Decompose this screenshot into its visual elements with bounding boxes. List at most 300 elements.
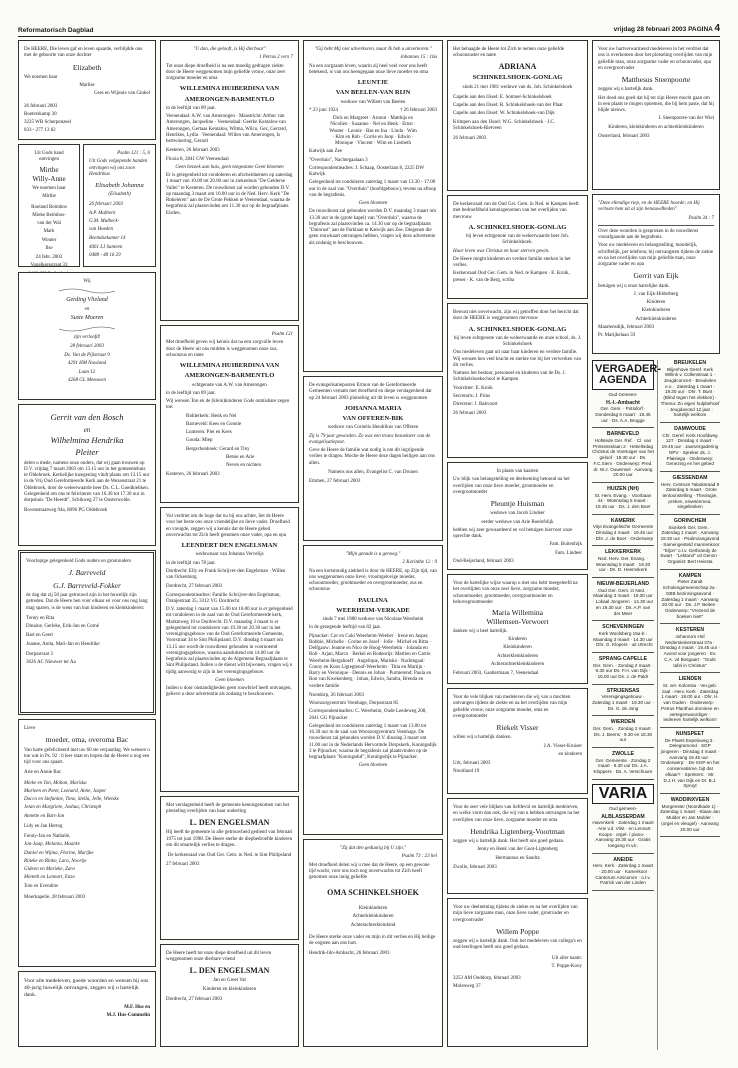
family-line: Bergschenhoek: Gerard en Tiny — [186, 446, 250, 452]
deceased-name: Willemsen-Verwoert — [486, 617, 549, 627]
agenda-city: GORINCHEM — [673, 518, 707, 525]
signature: Hermannus en Sandra — [495, 855, 540, 861]
anniversary-ad — [18, 550, 156, 715]
ornament-icon — [57, 325, 117, 333]
divider — [592, 684, 654, 685]
parents: A.P. Mulbeck — [89, 210, 116, 216]
bible-quote: "Gij hebt Mij niet uitverkoren, maar Ik heb u uitverkoren." — [314, 47, 432, 52]
agenda-city: WIERDEN — [610, 719, 636, 726]
divider — [592, 890, 654, 891]
family-line: Achterkleinkinderen — [496, 653, 539, 659]
ad-date: 27 februari 2003 — [166, 862, 200, 868]
ad-body: danken wij u heel hartelijk. — [453, 628, 508, 634]
agenda-city: NUNSPEET — [675, 731, 705, 738]
age-line: in de leeftijd van 89 jaar. — [166, 105, 216, 111]
agenda-city: KAMPEN — [678, 572, 702, 579]
family-line: Ridderkerk: Henk en Nel — [186, 413, 237, 419]
address: Fluxia 8, 2841 GW Veenendaal — [166, 156, 229, 162]
obituary-van-beelen — [303, 40, 443, 372]
family-line: Betsie en Arie — [226, 454, 255, 460]
agenda-city: LIENDEN — [678, 676, 702, 683]
ad-date: 26 februari 2003 — [24, 103, 58, 109]
bible-reference: Psalm 121 : 5, 6 — [117, 151, 150, 156]
signature: J.A. Visser-Kruiser — [543, 743, 582, 749]
divider — [592, 715, 654, 716]
signature: M.J. Hus-Commelin — [106, 1013, 150, 1019]
agenda-right-column — [657, 360, 720, 1050]
phone: 033 - 277 13 82 — [24, 128, 56, 134]
address: 3626 AC Nieuwer ter Aa — [26, 660, 76, 665]
ad-date: Februari 2003, Gaaltermaan 7, Veenendaal — [453, 671, 539, 676]
ad-body: Er is gelegenheid tot condoleren en afscheidnemen op zaterdag 1 maart van 10.00 tot 20.00 uur in ziekenhuis "De Gelderse Vallei" te Kesteren. De rouwdienst zal worden gehouden D.V. op maandag 3 maart om 10.00 uur in de Ned. Herv. Kerk "De Rokeleren" aan de De Grote Pekken te Veenendaal, waarna de begrafenis zal plaatsvinden om 11.30 uur op de begraafplaats Eisden. — [166, 173, 293, 216]
ad-intro: Met droefheid geven wij kennis dat na een zorgvolle leven door de Heere uit ons midden is weggenomen onze zus, schoonzus en tante — [166, 340, 284, 358]
family-line: Mieke en Ton, Mohan, Mariska — [24, 780, 87, 786]
deceased-name: WILLEMINA HUIBERDINA VAN — [179, 362, 280, 369]
family-line: Gouda: Miep — [186, 438, 213, 444]
page-number: 4 — [714, 23, 720, 34]
page-date: vrijdag 28 februari 2003 — [613, 26, 687, 33]
spouse-line: weduwnaar van Johanna Vervelijs — [195, 552, 264, 558]
family-line: Capelle aan den IJssel: R. Schinkelshoek-van der Plaat — [453, 103, 563, 109]
birth-ad-elizabeth — [18, 40, 156, 140]
agenda-details: Verenigingsgebouw · Zaterdag 1 maart · 19.30 uur · Ds. G. de Jong — [592, 694, 654, 711]
deceased-name: A. SCHINKELSHOEK-GONLAG — [468, 325, 567, 333]
agenda-details: Blijenhove Geref. Kerk Willink v. Collenstraat 1 · Jeugdconcert · Breukelen e.o. · Zaterdag 1 maart · 19.30 uur · Dhr. T. Bunt · (Blind tegen het vlekken) · Thema: Zo eigen hulpbehoef · Jeugdavond 12 jaar · hartelijk welkom — [660, 366, 720, 418]
ad-date: Kesteren, 26 februari 2003 — [166, 472, 220, 478]
ad-intro: Met droefheid delen wij u mee dat de Heere, op een gewone tijd wacht, voor ons toch nog onverwachts tot Zich heeft genomen onze innig geliefde — [309, 862, 430, 880]
family-line: Kinderen — [508, 637, 527, 642]
divider — [592, 427, 654, 428]
agenda-details: Oud Ger. Gem. in Ned. · Maandag 3 maart · 19.30 uur · Lokaal Jongeren · 14.30 uur en 19.30 uur · Ds. A.P. van der Meer — [592, 587, 654, 616]
notice: Geen bloemen — [358, 763, 388, 769]
agenda-entry — [660, 426, 720, 467]
signature: Directeur: J. Bakvoort — [453, 402, 498, 407]
thanks-ad-huisman — [447, 462, 588, 570]
signature: J. van Eijk-Hilderberg — [633, 291, 679, 297]
ad-body: Voor alle medeleven, goede woorden en wensen bij ons 40-jarig huwelijk ontvangen, zeggen wij u hartelijk dank. — [24, 978, 149, 998]
deceased-name: JOHANNA MARIA — [344, 404, 402, 412]
obituary-amerongen-family — [160, 40, 299, 321]
address: Pr. Marijkelaan 59 — [598, 333, 636, 339]
agenda-details: Herv. Centrum Tabaksraad 9 · Zaterdag 5 maart · Grote tentoonstelling · Theologie, preken, erwetenmea, singeliesken — [660, 481, 720, 510]
agenda-details: Johanna's Hof Nedersteinerstraat 37a · Dinsdag 4 maart · 19.45 uur · Avond voor jongeren · Ev. C.A. vd Bosgaart · "Gods tafel in Christus" — [660, 633, 721, 668]
divider — [592, 620, 654, 621]
ad-body: Namens het bestuur, personeel en kinderen van de Ds. J. Schinkelshoekschool te Kampen — [453, 371, 566, 383]
agenda-list — [592, 400, 654, 780]
parents: Cees en Wijnnie van Ginkel — [93, 91, 150, 97]
thanks-ad-ligtenberg — [447, 798, 588, 894]
bible-reference: 2 Korinthe 12 : 9 — [402, 560, 437, 566]
ad-date: 26 februari 2003 — [89, 202, 123, 208]
varia-title: VARIA — [598, 784, 648, 802]
ad-intro: Lieve — [24, 726, 36, 731]
signature: Fam. Buitenhijk — [549, 542, 582, 548]
birth-ad-elisabeth-johanna — [83, 144, 156, 267]
signature: De kerkenraad van Oud Ger. Gem. in Ned. te Sint Philipsland — [167, 853, 292, 859]
address: Vogelkersstraat 33 — [30, 263, 68, 269]
agenda-city: GIESSENDAM — [672, 475, 708, 482]
birthday-ad — [18, 719, 156, 967]
family-line: Bart en Geert — [26, 633, 53, 639]
ad-intro: Wij — [83, 279, 91, 284]
ad-intro: Het behaagde de Heere tot Zich te nemen onze geliefde schoonzuster en tante — [453, 47, 564, 59]
agenda-details: Hofstede Ger. Ref. · Cl. van Prinsesselaan 2 · Hebeltsdag Christus de Voertuiger van het geloof · 19.30 uur · Ds. F.C.Siem · Onderwerp: Pred. dr. W.J. Ouwensel · Aanvang 20.00 uur — [592, 437, 654, 478]
ad-and: en — [83, 425, 91, 434]
signature: Jenny en Henk van der Goot-Ligtenberg — [477, 847, 558, 853]
divider — [660, 623, 720, 624]
agenda-city: H.-I.-Ambacht — [606, 399, 640, 406]
signature: Fam. Lindeer — [555, 550, 582, 556]
agenda-entry — [592, 518, 654, 542]
date-and-page — [614, 23, 720, 34]
agenda-entry — [660, 475, 720, 510]
child-name: Elisabeth Johanna — [95, 182, 144, 189]
agenda-city: DAMWOUDE — [674, 426, 706, 433]
family-line: Mieke Beimbos- — [32, 212, 66, 218]
ad-body: Wij wensen Ton en de (klein)kinderen Gods onmisbare zegen toe: — [166, 399, 290, 411]
divider — [598, 225, 714, 226]
divider — [660, 471, 720, 472]
ad-intro: De HEERE, Die leven gaf en leven spaarde, verblijdde ons met de geboorte van onze dochter — [24, 47, 143, 59]
ad-place: Katwijk aan Zee — [309, 149, 343, 155]
agenda-details: Pieter Zandt Scholengemeenschap 2a · GBB bezinningsavond · Zaterdag 1 maart · Aanvang 20.00 uur · Ds. J.P. Beiten · Onderwerp: "Vrezend de boeken niet!" — [661, 579, 719, 619]
age-line: in de gezegende leeftijd van 82 jaar. — [309, 625, 382, 631]
address: Dorpsstraat 3 — [26, 651, 53, 657]
engaged-name: Gerding Vlieland — [66, 297, 108, 304]
family-line: Tonny en Rita — [26, 615, 55, 621]
friends-notice-den-engelsman — [160, 944, 299, 1047]
bible-quote: "Deze ellendige riep, en de HEERE hoorde; en Hij verloste hem uit al zijn benauwdheden" — [598, 201, 700, 213]
deceased-name: Willem Poppe — [496, 926, 539, 936]
deceased-name: LEUNTJE — [357, 79, 389, 86]
agenda-city: HUIZEN (NH) — [607, 486, 639, 493]
agenda-left-column — [592, 360, 662, 1050]
ad-body: Gelegenheid tot condoleren zaterdag 1 maart van 13.30 - 17.00 uur in de zaal van "Overduin" (hoofdgebouw), tevens na afloop van de begrafenis. — [309, 180, 437, 198]
deceased-name: Matthesus Steenpoorte — [621, 75, 691, 84]
age-line: in de leeftijd van 78 jaar. — [166, 560, 216, 566]
agenda-details: Vrije Evangelische Gemeente · Dinsdag 4 maart · 19.45 uur · Dhr. J. de Boer · Onderwerp — [592, 524, 654, 541]
ad-body: Uw blijk van belangstelling en deelneming betoond na het overlijden van onze lieve moeder, grootmoeder en overgrootmoeder — [453, 477, 570, 495]
agenda-city: KESTEREN — [675, 627, 705, 634]
spouse-line: weduwe van Jacob Lindeer — [490, 511, 545, 517]
agenda-list — [660, 360, 720, 837]
divider — [592, 747, 654, 748]
agenda-entry — [592, 857, 654, 886]
ad-body: D.V. zaterdag 1 maart van 15.00 tot 16.00 uur is er gelegenheid tot condoleren in de zaal van de Oud Gereformeerde kerk, Markteweg 10 te Dordrecht. D.V. maandag 3 maart is er gelegenheid tot condoleren van 19.30 tot 20.30 uur in het verenigingsgebouw van de Oud Gereformeerde Gemeente, Voorstraat 34 te Sint Philipsland. D.V. dinsdag 4 maart om 13.15 uur wordt de rouwdienst gehouden in voornoemd verenigingsgebouw, waarna aansluitend om 14.00 uur de begrafenis zal plaatsvinden op de Algemene Begraafplaats te Sint Philipsland. Indien u de dienst wilt bijwonen, vragen wij u tijdig aanwezig te zijn in het verenigingsgebouw. — [166, 607, 293, 675]
family-line: Joanne, Anita, Mari-Jan en Hendrike — [26, 641, 100, 647]
agenda-city: ZWOLLE — [612, 751, 634, 758]
agenda-details: St. ver. Kolonsia · Ver.geb. zaal · Herv. Kerk · Zaterdag 1 maart · 19.00 uur · Dhr. H. van Ouden · Onderwerp: · Petrus Planthus dominee en vertegenwoordiger · Iedereen hartelijk welkom! — [661, 682, 719, 723]
address: Molenweg 37 — [453, 984, 481, 990]
agenda-entry — [660, 518, 720, 565]
ad-body: Voor uw medeleven en belangstelling, mondelijk, schriftelijk, per telefoon, bij ontvangsten tijdens de ziekte en na het overlijden van mijn geliefde man, onze zorgzame vader en opa — [598, 243, 714, 267]
agenda-entry — [660, 797, 720, 832]
ad-body: betuigen wij u onze hartelijke dank. — [598, 283, 670, 289]
signature: Kinderen en kleinkinderen — [202, 986, 257, 992]
ad-intro: De kerkenraad van de Oud Ger. Gem. in Ned. te Kampen heeft met bedroefdheid kennisgenomen van het overlijden van mevrouw — [453, 202, 579, 220]
family-line: Lunteren: Piet en Kees — [186, 430, 232, 435]
agenda-details: Havenkerk · Zaterdag 1 maart · Arie v.d. Vlist · en Lennart Koops · orgel- / piano- · Aanvang 19.30 uur · Gratis toegang m.v.k. — [592, 820, 654, 849]
agenda-entry — [660, 360, 720, 418]
divider — [592, 652, 654, 653]
divider — [660, 672, 720, 673]
ad-intro: De evangelisatieposten Ermon van de Gereformeerde Gemeenten vernam met droefheid en diepe verslagenheid dat op 24 februari 2003 plotseling uit dit leven is weggenomen — [309, 383, 432, 401]
deceased-name: AMERONGEN-BARMENTLO — [184, 95, 275, 103]
family-line: Roeland Beimbos — [31, 204, 67, 210]
spouse-line: sinds 21 mei 1981 weduwe van ds. Joh. Schinkelshoek — [462, 84, 573, 90]
agenda-list — [592, 814, 654, 892]
thanks-ad-willemsen — [447, 574, 588, 684]
family-line: van der Wal — [37, 221, 61, 226]
agenda-city: BREUKELEN — [673, 360, 707, 366]
divider — [660, 793, 720, 794]
page-label: PAGINA — [688, 26, 713, 33]
ad-body: Het doed ons goed dat hij tot zijn Heere mocht gaan om in een plaats te mogen opnemen, die bij hem paste, dat hij blijde nieuws. — [598, 95, 714, 114]
family-line: Dinaine, Gerleke, Erik-Jan en Corné — [26, 624, 100, 629]
bible-quote: "U dan, die gelooft, is Hij dierbaar" — [193, 47, 266, 52]
family-line: Ilse — [45, 245, 53, 251]
address: Woonzorgcentrum Veenhage, Dorpsstraat 85 — [309, 701, 399, 706]
family-line: Lidy en Jan Hertog — [24, 823, 63, 829]
bride-name: Pleiter — [75, 447, 99, 457]
agenda-city: ANEIDE — [613, 856, 633, 863]
spouse-line: sinds 7 mei 1980 weduwe van Nicolaas Weerheim — [322, 617, 424, 622]
family-line: Achterachterkleinkinderen — [490, 661, 545, 667]
ad-body: zeggen wij u hartelijk dank. — [598, 87, 654, 93]
agenda-city: WADDINXVEEN — [670, 797, 710, 804]
address: 4061 LJ Santeen — [89, 244, 123, 250]
signature: Kleinkinderen — [358, 906, 388, 912]
agenda-entry — [660, 731, 720, 789]
phone: 0488 - 48 16 29 — [89, 252, 121, 258]
ad-intro: In plaats van kaarten — [496, 469, 539, 474]
engagement-ad — [18, 272, 156, 400]
bible-quote: "Mijn genade is u genoeg." — [345, 552, 401, 557]
family-line: Marleen en Peter, Leonard, Anne, Jasper — [24, 788, 107, 794]
ad-body: delen u mede, namens onze ouders, dat wij gaan trouwen op D.V. vrijdag 7 maart 2003 om 13.15 uur in het gemeentehuis te Oldebroek. Kerkelijke inzegening vindt plaats om 13.15 uur in de Vrij Oud Gereformeerde Kerk aan de Wezenstraat 21 te Oldebroek, door de weleerwaarde heer Ds. C.L. Goedkiebken. Gelegenheid om ons te feliciteren van 16.30 tot 17.30 uur in dorpshuis "De Heerdt", Schikweg 27 te Oosterwolde. — [24, 460, 150, 504]
deceased-name: Pleuntje Huisman — [490, 499, 545, 508]
address: Correspondentieadres: J. Schaap, Oosterlaan 8, 2225 DW Katwijk — [309, 165, 425, 177]
address: Nooitland 19 — [453, 769, 480, 775]
agenda-city: KAMERIK — [610, 517, 636, 524]
deceased-name: OMA SCHINKELSHOEK — [327, 888, 419, 898]
family-line: Mieteth en Lennart, Enzo — [24, 875, 75, 881]
family-list: Dordrecht: Elly en Frank Schrijver-den Engelsman · Willen van Ockenburg — [166, 568, 286, 580]
ad-intro: Na een zorgzaam leven, waarin zij heel veel voor ons heeft betekend, is van ons heengegaan onze lieve moeder en oma — [309, 63, 429, 75]
bible-quote: "Zij dat den geduurig bij U zijn." — [339, 846, 407, 851]
birth-date: * 23 juni 1924 — [309, 107, 339, 113]
agenda-details: Ned. Herv. Ger. Evang. · Woensdag 5 maart · 19.30 uur · Ds. D. Heemskerk — [595, 555, 651, 573]
child-name: Elizabeth — [72, 62, 102, 72]
agenda-subheading: Oud gemeen- — [608, 805, 638, 811]
divider — [592, 514, 654, 515]
ad-body: Ons medeleven gaat uit naar haar kinderen en verdere familie. Wij wensen hen veel kracht en sterkte toe bij het verwerken van dit verlies. — [453, 350, 581, 368]
agenda-entry — [592, 719, 654, 743]
agenda-details: De Plaets Eepeloweg 3 · Delegramond · SGP jongeren · Dinsdag 4 maart · Aanvang 19.45 uur · Onderwerp: · De SGP en het conservatisme, bijt dat elkaar? · Sprekers: · Mr. D.J.H. van Dijk en Dr. B.J. Spruyt — [660, 737, 720, 789]
ad-line: zijn verloofd! — [73, 334, 101, 340]
ad-body: De Heere sterke onze vader en mijn in dit verlies en Hij heilige de oogsten aan ons hart. — [309, 934, 436, 947]
ad-body: De Heere moght kinderen en verdere familie sterken in het verlies. — [453, 256, 571, 268]
agenda-details: Ger. Gem. · Zondag 2 maart · 9.30 uur Ds. F.H. van Dijk · 15.00 uur Ds. J. de Paldr — [592, 662, 654, 680]
ad-line: We noemen haar — [32, 186, 66, 191]
family-line: Capelle aan den IJssel: E. Somner-Schinkelshoek — [453, 94, 552, 100]
deceased-name: SCHINKELSHOEK-GONLAG — [472, 74, 563, 82]
ad-body: zeggen wij u hartelijk dank. Ook het medeleven van collega's en oud-leerlingen heeft ons goed gedaan. — [453, 939, 582, 951]
divider — [592, 577, 654, 578]
deceased-name: Gerrit van Eijk — [633, 271, 679, 281]
deceased-name: Maria Willemina — [491, 608, 543, 617]
agenda-entry — [592, 751, 654, 775]
deceased-name: Riekelt Visser — [496, 723, 539, 732]
school-notice-schinkelshoek — [447, 303, 588, 458]
agenda-entry — [660, 627, 720, 668]
address: 3225 WB Scherpenzeel — [24, 120, 72, 126]
deceased-name: WEERHEIM-VERKADE — [336, 606, 410, 614]
agenda-entry — [592, 814, 654, 849]
ad-date: Hendrik-Ido-Ambacht, 26 februari 2003 — [309, 951, 390, 957]
ad-intro: Voor de hartelijke wijze waarop u met ons hebt meegeleefd na het overlijden van onze zeer lieve, zorgzame moeder, schoonmoeder, grootmoeder, overgrootmoeder en behovegrootmoeder — [453, 581, 578, 605]
family-list: Pijnacker: Cor en Coki Weerheim-Weeber · Irene en Jasper, Robbie, Michelle · Corine en Jozef · Jolle · Michel en Ritta · Delfgauw: Jeanne en Nico de Hoog-Weerheim · Jolanda en Rob · Arjan, Marco · Berkel en Rodenrijs: Martien en Carrie Weerheim-Bergshoeff · Angelique, Mariska · Nachtegaal: Conny en Koos Ligtegtenof-Weerheim · Titia en Martijn · Barry en Veronique · Dennis en Johan · Purmerend: Paula en Bon van Kwekenberg · Johan, Edwin, Sandra, Brenda en verdere familie — [309, 633, 432, 689]
family-line: Arie en Annie Bac — [24, 770, 62, 776]
ad-date: Oosterland, februari 2003 — [598, 133, 650, 139]
agenda-details: Ger. Gem. · Zondag 2 maart · Ds. J. Beens · 9.30 en 18.30 uur — [592, 725, 654, 743]
agenda-entry — [660, 676, 720, 723]
ad-date: 28 februari 2003 — [70, 343, 104, 349]
ad-body: Zij is 79 jaar geworden. Zo was een trouw bezoekster van de evangelisatiepost. — [309, 433, 431, 445]
deceased-name: WILLEMINA HUIBERDINA VAN — [179, 85, 280, 93]
agenda-details: St. Herv. Evang. · Voorbaan 44 · Woensdag 5 maart · 19.45 uur · Ds. J. den Boer — [594, 492, 652, 510]
ad-intro: Na een kortstondig ziekbed is door de HEERE, op Zijn tijd, van ons weggenomen onze lieve, vroomgelovige moeder, schoonmoeder, grootmoeder en overgrootmoeder, zus en schoonzus — [309, 568, 437, 593]
notice: Geen bloemen — [215, 677, 244, 683]
divider — [660, 422, 720, 423]
birth-ad-mirthe — [18, 144, 80, 267]
ad-date: Zwolle, februari 2003 — [453, 864, 497, 870]
signature: Secretaris: J. Prins — [453, 393, 491, 399]
ornament-icon — [57, 287, 117, 295]
family-line: Fonny-Jan en Nathalie, — [24, 834, 71, 840]
agenda-entry — [592, 431, 654, 478]
obituary-amerongen-siblings — [160, 325, 299, 503]
address: Ds. Van de Pijlstraat 9 — [64, 353, 110, 358]
signature: Kleinkinderen — [641, 308, 671, 314]
signature: Kinderen, kleinkinderen en achterkleinkinderen — [608, 124, 704, 130]
family-line: Rineke en Rinko, Lara, Noortje — [24, 858, 87, 864]
signature: Namens ons allen, Evangelist C. van Druuen — [328, 469, 418, 475]
divider — [592, 779, 654, 780]
agenda-details: Ger. Gemeente · Zondag 2 maart · 9.30 uur Ds. J.A. Kloppers · Ds. A. Verschuure — [593, 757, 653, 775]
agenda-entry — [592, 486, 654, 510]
spouse-line: bij leven echtgenote van de weleerwaarde heer Joh. Schinkelshoek. — [465, 234, 569, 246]
wedding-ad — [18, 404, 156, 546]
ad-body: Haar leven was Christus en haar sterven gewin. — [453, 248, 550, 254]
divider — [592, 482, 654, 483]
ad-intro: Voorlopige gelegenheid Gods ouders en grootouders — [26, 559, 132, 564]
divider — [660, 569, 720, 570]
agenda-title: VERGADER- — [595, 363, 662, 375]
deceased-name: LEENDERT DEN ENGELSMAN — [181, 542, 278, 549]
signature: J. Steenpoorte-van der Wiel — [658, 116, 714, 122]
thanks-ad-steenpoorte — [592, 40, 720, 190]
spouse-line: echtgenote van A.W. van Amerongen — [192, 382, 267, 388]
family-line: Annette en Bart-Jan — [24, 813, 65, 819]
family-line: Capelle aan den IJssel: W. Schinkelshoek-van Dijk — [453, 111, 555, 117]
divider — [592, 545, 654, 546]
address: Laan 12 — [78, 369, 96, 375]
church-notice-den-engelsman — [160, 796, 299, 940]
signature: Achterkleinkinderen — [635, 316, 677, 322]
obituary-den-engelsman — [160, 507, 299, 792]
signature: Achterachterkleinkind — [350, 922, 396, 928]
agenda-title: AGENDA — [599, 374, 647, 386]
ad-line: We noemen haar — [24, 74, 58, 80]
ad-intro: Voor de vele blijken van medeleven die wij van u mochten ontvangen tijdens de ziekte en na het overlijden van mijn geliefde vrouw, onze zorgzame moeder, oma en overgrootmoeder — [453, 695, 571, 719]
bible-reference: Psalm 34 : 7 — [688, 215, 714, 221]
divider — [592, 853, 654, 854]
ad-and: en — [84, 306, 90, 312]
deceased-name: ADRIANA — [498, 61, 537, 71]
address: Correspondentieadres: Familie Schrijver-den Engelsman, Oranjestraat 35, 3312 VG Dordrecht — [166, 592, 281, 604]
obituary-van-offeren — [303, 376, 443, 541]
agenda-details: Ger. Gem. · Potsdorf · Donderdag 6 maart · 19.45 uur · Ds. A.A. Brugge — [595, 406, 651, 423]
agenda-entry — [592, 688, 654, 712]
child-name: Mirthe — [39, 165, 59, 174]
address: 4291 HM Nuwland — [67, 361, 107, 367]
ad-intro: Vol verdriet om de hoge dat nu bij ons achter, liet de Heere voor het beste ons onze vriendelijke en lieve vader. Droefheid en vreugde, zeggen wij u kennis dat de Heere gebed onverwachts tot Zich heeft genomen onze vader, opa en opa — [166, 514, 290, 538]
ad-body: Indien u door onstandigheden geen rouwbrief heeft ontvangen, gelieve u deze advertentie als zodanig te beschouwen. — [166, 686, 292, 698]
deceased-name: L. DEN ENGELSMAN — [189, 817, 270, 827]
ad-body: zeggen wij u hartelijk dank. Het heeft ons goed gedaan. — [453, 839, 565, 845]
family-line: Wouter — [41, 237, 57, 243]
signature: en kinderen — [558, 751, 582, 757]
couple-name: J. Barreveld — [68, 568, 106, 578]
agenda-subheading: Oud Gemeen- — [608, 392, 638, 397]
notice: Geen bloemen — [358, 201, 388, 206]
agenda-city: LEKKERKERK — [604, 549, 642, 556]
address: Bovenstraatweg 94a, 8096 PG Oldebroek — [24, 508, 108, 514]
ad-body: hebben wij zeer gewaardeerd en vol betuigen hiervoor onze oprechte dank. — [453, 527, 573, 540]
family-list: Veenendaal: A.W. van Amerongen · Maastricht: Arthur van Amerongen, Jacqueline · Veenendaal: Geerke Kentalou-van Amerongen, Gertaas Kentalou, Wilma, Wilco, Gez, Gerrard, Henrikes, Lydia · Veenendaal: Willen van Amerongen, Is hertwinering, Gerard — [166, 114, 288, 144]
agenda-entry — [660, 573, 720, 620]
address: "Overduin", Nachtegaalaan 3 — [309, 157, 368, 163]
agenda-city: STRIJENSAS — [606, 687, 640, 694]
nickname: (Elisabeth) — [108, 192, 131, 198]
address: Boeterskamp 30 — [24, 111, 57, 117]
divider — [660, 836, 720, 837]
signature: Achterkleinkinderen — [352, 914, 394, 920]
family-line: Jan-Jaap, Melania, Maarke — [24, 842, 80, 848]
family-line: Barneveld: Kees en Gonnie — [186, 421, 242, 427]
church-notice-schinkelshoek — [447, 195, 588, 299]
agenda-details: Kerk Woolsberg 15a-b · Maandag 3 maart · 14.30 uur · Dhr. G. Klopers · uit Utrecht — [593, 630, 653, 648]
ad-date: Maartensdijk, februari 2003 — [598, 324, 654, 330]
signature: T. Poppe-Kooy — [551, 963, 582, 969]
thanks-ad-van-eijk — [592, 194, 720, 354]
ad-intro: Bewust niet onverwacht, zijn wij getroffen door het bericht dat door de HEERE is weggenomen mevrouw — [453, 310, 579, 322]
spouse-line: eerder weduwe van Arie Roelofslijk — [481, 519, 554, 525]
ad-date: Dordrecht, 27 februari 2003 — [166, 584, 223, 590]
signature: Kerkenraad Oud Ger. Gem. in Ned. te Kampen · E. Kroik, preses · K. van de Berg, scriba — [453, 271, 570, 283]
ad-intro: Uit Gods volgepende handen ontvingen wij ons zoon Hendrikus — [89, 159, 148, 177]
address: Beemdsekamer 14 — [89, 236, 126, 242]
thanks-ad-hus — [18, 971, 156, 1047]
bible-reference: Psalm 73 : 23 hel — [401, 854, 437, 860]
ad-body: Hij heeft de gemeente in alle getrouwheid gediend van februari 1975 tot juni 1998. De Heere sterke de diepbedroefde kinderen om dit smartelijk verlies te dragen. — [166, 830, 293, 848]
family-line: Gideon en Marieke, Zara — [24, 867, 75, 873]
agenda-details: Herv. Kerk · Zaterdag 1 maart · 20.00 uur · Kamerkoor Cantorum Amicorum · o.l.v. Patrick van der Linden — [592, 863, 654, 886]
engaged-name: Susie Moeren — [70, 315, 104, 321]
signature: Uit aller naam: — [552, 955, 582, 961]
child-name: Willy-Anne — [32, 175, 66, 184]
